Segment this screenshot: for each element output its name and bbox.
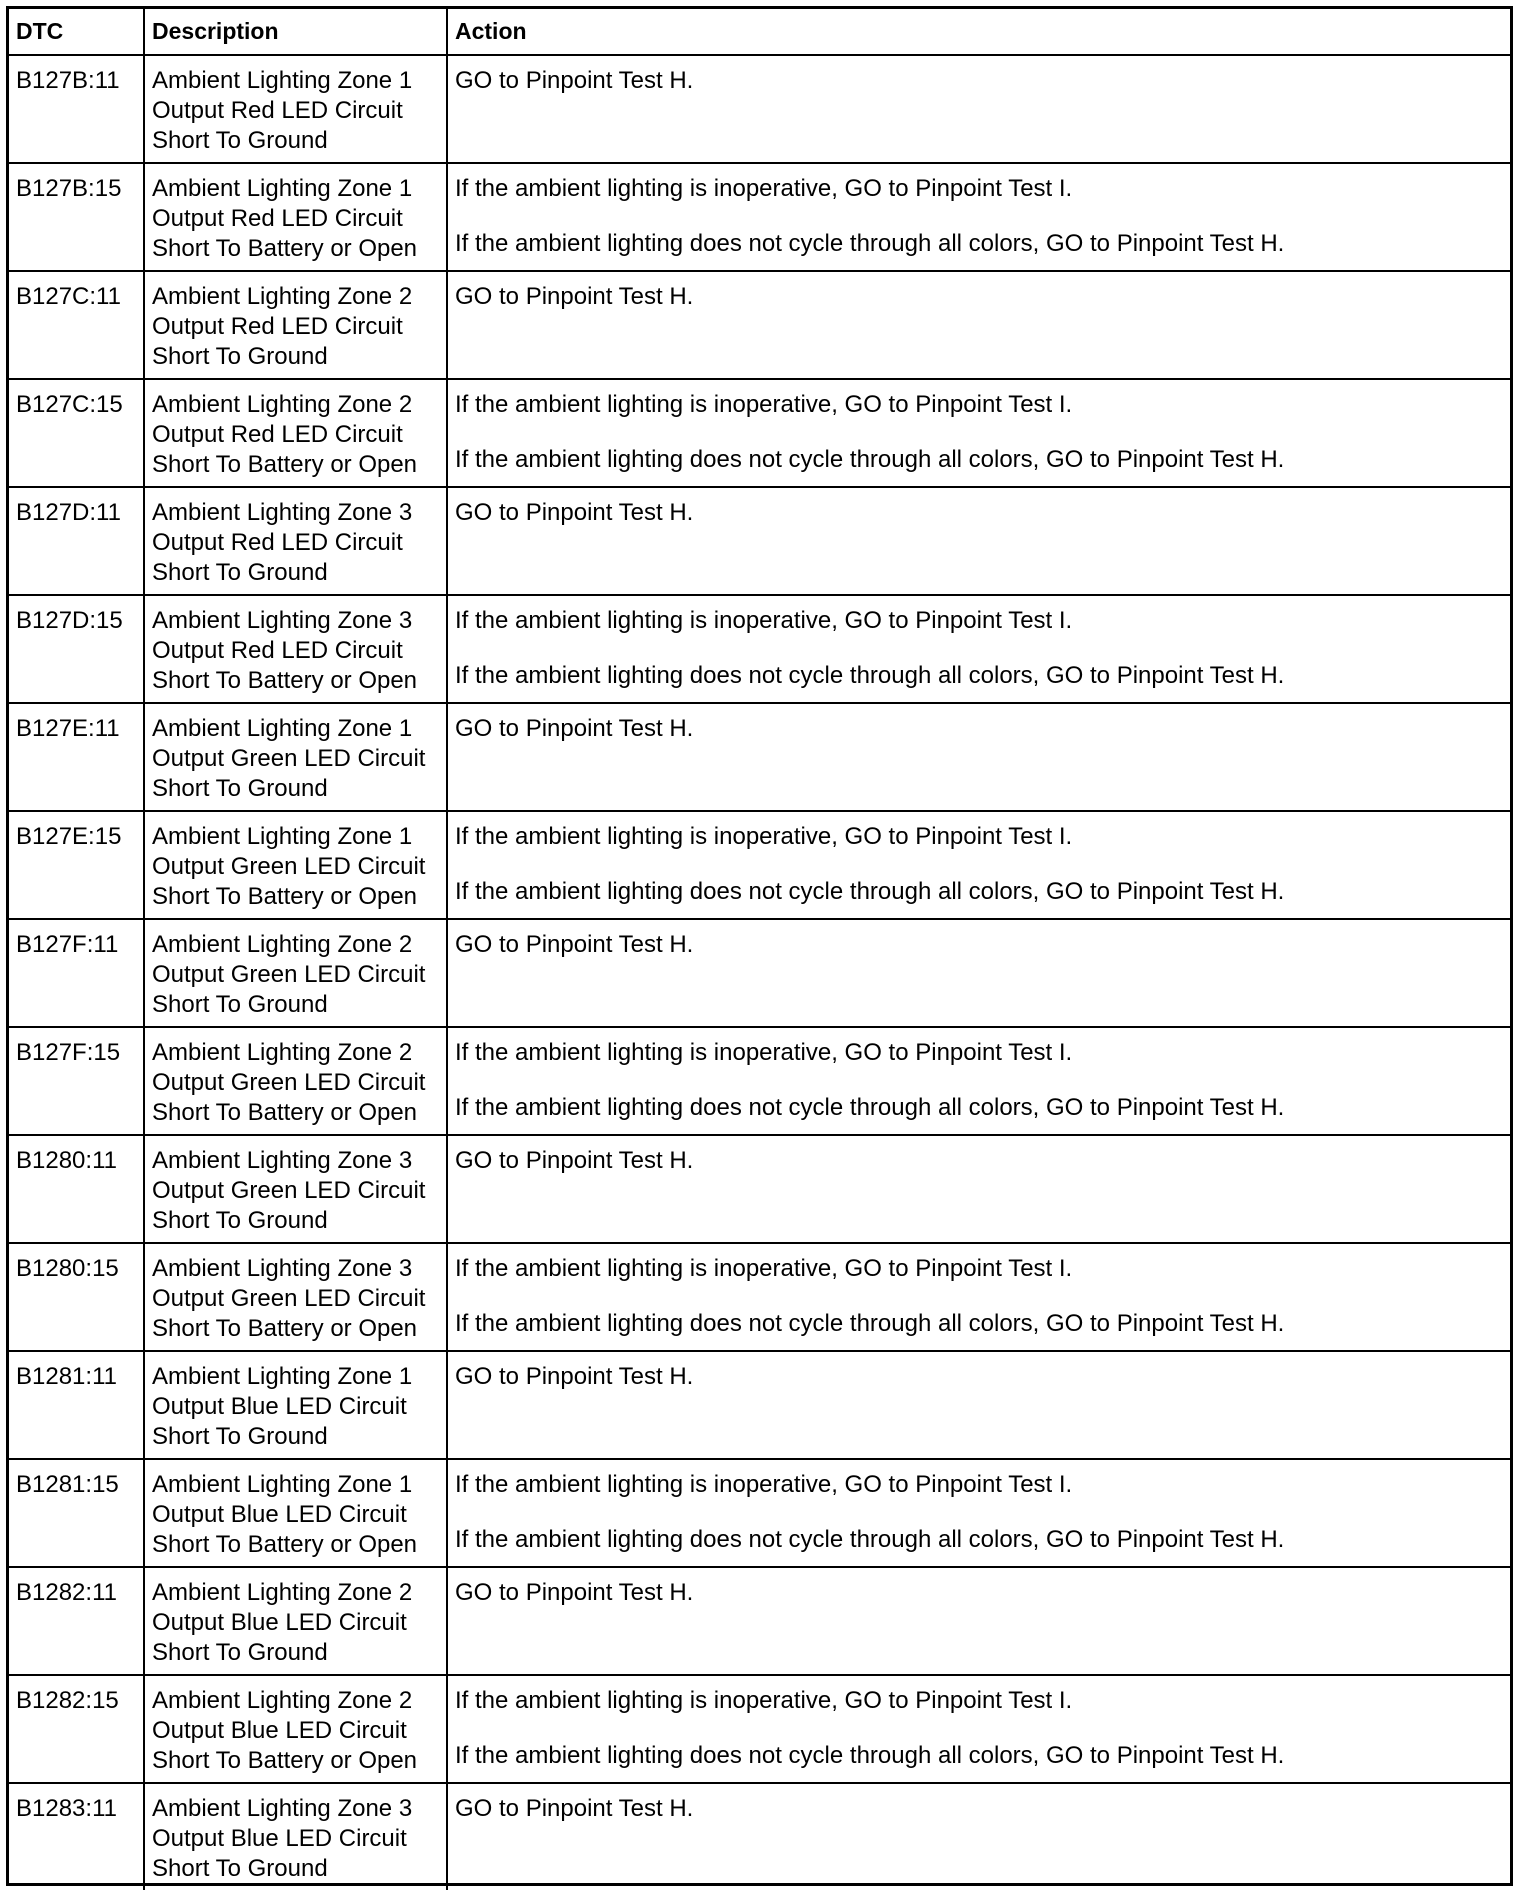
dtc-code: B127F:11 — [9, 919, 144, 1027]
description-line: Ambient Lighting Zone 2 — [152, 1579, 413, 1606]
action-instruction: If the ambient lighting is inoperative, GO to Pinpoint Test I. — [455, 1687, 1073, 1714]
description-line: Short To Battery or Open — [152, 667, 418, 694]
description-line: Output Blue LED Circuit — [152, 1717, 407, 1744]
description-line: Ambient Lighting Zone 1 — [152, 175, 413, 202]
action-instruction: GO to Pinpoint Test H. — [455, 67, 694, 94]
dtc-code: B127E:11 — [9, 703, 144, 811]
description-line: Output Red LED Circuit — [152, 313, 403, 340]
dtc-code: B1281:15 — [9, 1459, 144, 1567]
action-instruction: If the ambient lighting is inoperative, GO to Pinpoint Test I. — [455, 175, 1073, 202]
table-row — [9, 487, 1510, 595]
dtc-description — [144, 1459, 447, 1567]
dtc-description — [144, 55, 447, 163]
dtc-code: B1283:11 — [9, 1783, 144, 1890]
description-line: Short To Battery or Open — [152, 1531, 418, 1558]
dtc-description — [144, 487, 447, 595]
description-line: Output Green LED Circuit — [152, 1069, 426, 1096]
dtc-code: B127C:11 — [9, 271, 144, 379]
dtc-action — [447, 271, 1510, 379]
dtc-code: B127E:15 — [9, 811, 144, 919]
dtc-description — [144, 595, 447, 703]
dtc-code: B127F:15 — [9, 1027, 144, 1135]
table-row — [9, 379, 1510, 487]
description-line: Output Green LED Circuit — [152, 745, 426, 772]
description-line: Short To Ground — [152, 1423, 328, 1450]
description-line: Short To Ground — [152, 1207, 328, 1234]
action-instruction: If the ambient lighting is inoperative, GO to Pinpoint Test I. — [455, 391, 1073, 418]
description-line: Output Red LED Circuit — [152, 421, 403, 448]
dtc-description — [144, 1567, 447, 1675]
action-instruction: If the ambient lighting does not cycle through all colors, GO to Pinpoint Test H. — [455, 1742, 1285, 1769]
dtc-description — [144, 811, 447, 919]
dtc-action — [447, 595, 1510, 703]
action-instruction: If the ambient lighting does not cycle through all colors, GO to Pinpoint Test H. — [455, 878, 1285, 905]
dtc-action — [447, 811, 1510, 919]
description-line: Output Red LED Circuit — [152, 637, 403, 664]
description-line: Short To Ground — [152, 127, 328, 154]
table-body — [9, 55, 1510, 1890]
table-row — [9, 703, 1510, 811]
description-line: Short To Ground — [152, 559, 328, 586]
dtc-action — [447, 379, 1510, 487]
action-instruction: If the ambient lighting is inoperative, GO to Pinpoint Test I. — [455, 823, 1073, 850]
column-header-description: Description — [144, 9, 447, 55]
dtc-action — [447, 1351, 1510, 1459]
table-row — [9, 1675, 1510, 1783]
action-instruction: If the ambient lighting does not cycle through all colors, GO to Pinpoint Test H. — [455, 1094, 1285, 1121]
description-line: Ambient Lighting Zone 1 — [152, 67, 413, 94]
description-line: Short To Ground — [152, 775, 328, 802]
table-row — [9, 919, 1510, 1027]
action-instruction: If the ambient lighting does not cycle through all colors, GO to Pinpoint Test H. — [455, 446, 1285, 473]
action-instruction: If the ambient lighting is inoperative, GO to Pinpoint Test I. — [455, 607, 1073, 634]
description-line: Ambient Lighting Zone 1 — [152, 1471, 413, 1498]
action-instruction: If the ambient lighting does not cycle through all colors, GO to Pinpoint Test H. — [455, 1310, 1285, 1337]
description-line: Ambient Lighting Zone 2 — [152, 931, 413, 958]
description-line: Short To Battery or Open — [152, 235, 418, 262]
dtc-code: B127B:11 — [9, 55, 144, 163]
action-instruction: GO to Pinpoint Test H. — [455, 931, 694, 958]
description-line: Short To Ground — [152, 1639, 328, 1666]
dtc-action — [447, 163, 1510, 271]
dtc-action — [447, 55, 1510, 163]
dtc-description — [144, 1351, 447, 1459]
description-line: Ambient Lighting Zone 1 — [152, 1363, 413, 1390]
description-line: Short To Battery or Open — [152, 451, 418, 478]
table-header-row — [9, 9, 1510, 55]
description-line: Short To Battery or Open — [152, 1099, 418, 1126]
dtc-code: B1281:11 — [9, 1351, 144, 1459]
description-line: Output Blue LED Circuit — [152, 1609, 407, 1636]
description-line: Ambient Lighting Zone 1 — [152, 823, 413, 850]
dtc-description — [144, 163, 447, 271]
description-line: Short To Battery or Open — [152, 883, 418, 910]
dtc-description — [144, 919, 447, 1027]
dtc-description — [144, 379, 447, 487]
description-line: Ambient Lighting Zone 1 — [152, 715, 413, 742]
dtc-code: B127C:15 — [9, 379, 144, 487]
dtc-description — [144, 1135, 447, 1243]
description-line: Ambient Lighting Zone 3 — [152, 499, 413, 526]
description-line: Output Blue LED Circuit — [152, 1501, 407, 1528]
table-row — [9, 1459, 1510, 1567]
description-line: Ambient Lighting Zone 2 — [152, 283, 413, 310]
dtc-description — [144, 1243, 447, 1351]
dtc-description — [144, 271, 447, 379]
description-line: Ambient Lighting Zone 3 — [152, 1255, 413, 1282]
dtc-code: B127B:15 — [9, 163, 144, 271]
description-line: Ambient Lighting Zone 2 — [152, 1039, 413, 1066]
dtc-action — [447, 1567, 1510, 1675]
table-row — [9, 811, 1510, 919]
table-row — [9, 1351, 1510, 1459]
description-line: Short To Ground — [152, 991, 328, 1018]
action-instruction: GO to Pinpoint Test H. — [455, 715, 694, 742]
description-line: Output Green LED Circuit — [152, 853, 426, 880]
table-row — [9, 55, 1510, 163]
table-row — [9, 1027, 1510, 1135]
description-line: Ambient Lighting Zone 2 — [152, 1687, 413, 1714]
dtc-action — [447, 487, 1510, 595]
description-line: Ambient Lighting Zone 3 — [152, 1147, 413, 1174]
dtc-action — [447, 1675, 1510, 1783]
table-row — [9, 163, 1510, 271]
dtc-action — [447, 919, 1510, 1027]
column-header-action: Action — [447, 9, 1510, 55]
description-line: Ambient Lighting Zone 3 — [152, 1795, 413, 1822]
dtc-description — [144, 703, 447, 811]
action-instruction: If the ambient lighting is inoperative, GO to Pinpoint Test I. — [455, 1471, 1073, 1498]
action-instruction: GO to Pinpoint Test H. — [455, 1147, 694, 1174]
description-line: Output Blue LED Circuit — [152, 1393, 407, 1420]
action-instruction: If the ambient lighting does not cycle through all colors, GO to Pinpoint Test H. — [455, 662, 1285, 689]
dtc-document — [6, 6, 1513, 1886]
dtc-action — [447, 1459, 1510, 1567]
action-instruction: GO to Pinpoint Test H. — [455, 1363, 694, 1390]
description-line: Output Green LED Circuit — [152, 1285, 426, 1312]
table-row — [9, 271, 1510, 379]
dtc-table — [9, 9, 1510, 1890]
dtc-action — [447, 1027, 1510, 1135]
table-row — [9, 1135, 1510, 1243]
dtc-description — [144, 1783, 447, 1890]
action-instruction: If the ambient lighting does not cycle through all colors, GO to Pinpoint Test H. — [455, 230, 1285, 257]
description-line: Output Red LED Circuit — [152, 529, 403, 556]
description-line: Output Red LED Circuit — [152, 97, 403, 124]
dtc-description — [144, 1675, 447, 1783]
description-line: Output Green LED Circuit — [152, 961, 426, 988]
table-row — [9, 1567, 1510, 1675]
description-line: Short To Ground — [152, 1855, 328, 1882]
dtc-action — [447, 703, 1510, 811]
dtc-action — [447, 1243, 1510, 1351]
dtc-code: B127D:11 — [9, 487, 144, 595]
column-header-dtc: DTC — [9, 9, 144, 55]
description-line: Output Blue LED Circuit — [152, 1825, 407, 1852]
table-row — [9, 595, 1510, 703]
dtc-code: B127D:15 — [9, 595, 144, 703]
description-line: Ambient Lighting Zone 2 — [152, 391, 413, 418]
dtc-action — [447, 1135, 1510, 1243]
action-instruction: GO to Pinpoint Test H. — [455, 1579, 694, 1606]
description-line: Short To Battery or Open — [152, 1315, 418, 1342]
dtc-code: B1280:11 — [9, 1135, 144, 1243]
dtc-code: B1282:11 — [9, 1567, 144, 1675]
dtc-code: B1280:15 — [9, 1243, 144, 1351]
table-row — [9, 1783, 1510, 1890]
action-instruction: GO to Pinpoint Test H. — [455, 499, 694, 526]
action-instruction: If the ambient lighting does not cycle through all colors, GO to Pinpoint Test H. — [455, 1526, 1285, 1553]
dtc-action — [447, 1783, 1510, 1890]
table-row — [9, 1243, 1510, 1351]
description-line: Output Green LED Circuit — [152, 1177, 426, 1204]
dtc-description — [144, 1027, 447, 1135]
action-instruction: GO to Pinpoint Test H. — [455, 283, 694, 310]
action-instruction: If the ambient lighting is inoperative, GO to Pinpoint Test I. — [455, 1255, 1073, 1282]
description-line: Output Red LED Circuit — [152, 205, 403, 232]
description-line: Short To Ground — [152, 343, 328, 370]
action-instruction: If the ambient lighting is inoperative, GO to Pinpoint Test I. — [455, 1039, 1073, 1066]
action-instruction: GO to Pinpoint Test H. — [455, 1795, 694, 1822]
description-line: Short To Battery or Open — [152, 1747, 418, 1774]
description-line: Ambient Lighting Zone 3 — [152, 607, 413, 634]
dtc-code: B1282:15 — [9, 1675, 144, 1783]
